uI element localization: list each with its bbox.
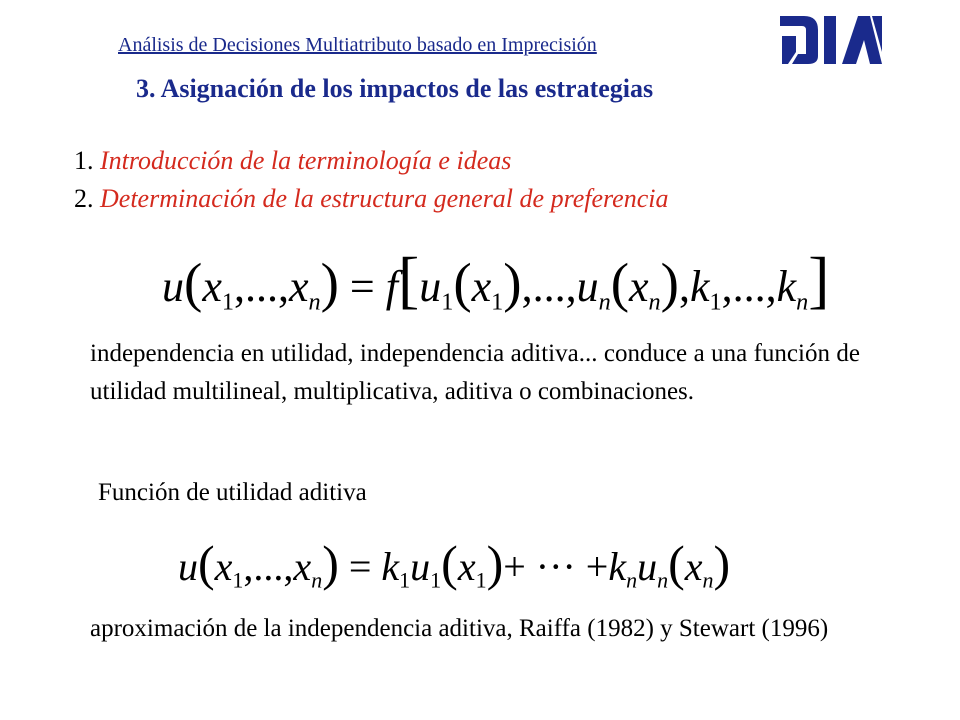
independence-paragraph: independencia en utilidad, independencia aditiva... conduce a una función de utilidad multilineal, multiplicativa, aditiva o combinaciones. <box>90 340 860 405</box>
section-title: 3. Asignación de los impactos de las estrategias <box>136 74 654 103</box>
general-utility-formula: $u(x_1,...,x_n) = f[u_1(x_1),...,u_n(x_n),k_1,...,k_n]$ <box>162 244 830 316</box>
dia-logo <box>778 12 882 68</box>
topic-item-2 <box>74 184 668 214</box>
additive-utility-formula: $u(x_1,...,x_n) = k_1u_1(x_1)+$ ··· $+k_nu_n(x_n)$ <box>178 535 731 593</box>
topic-number: 2. <box>74 184 94 213</box>
topic-text: Determinación de la estructura general de preferencia <box>100 184 669 213</box>
header-link[interactable]: Análisis de Decisiones Multiatributo basado en Imprecisión <box>118 34 597 56</box>
topic-number: 1. <box>74 146 94 175</box>
topic-text: Introducción de la terminología e ideas <box>100 146 512 175</box>
additive-function-label: Función de utilidad aditiva <box>98 479 367 506</box>
approximation-paragraph: aproximación de la independencia aditiva, Raiffa (1982) y Stewart (1996) <box>90 615 829 642</box>
topic-item-1 <box>74 146 511 176</box>
